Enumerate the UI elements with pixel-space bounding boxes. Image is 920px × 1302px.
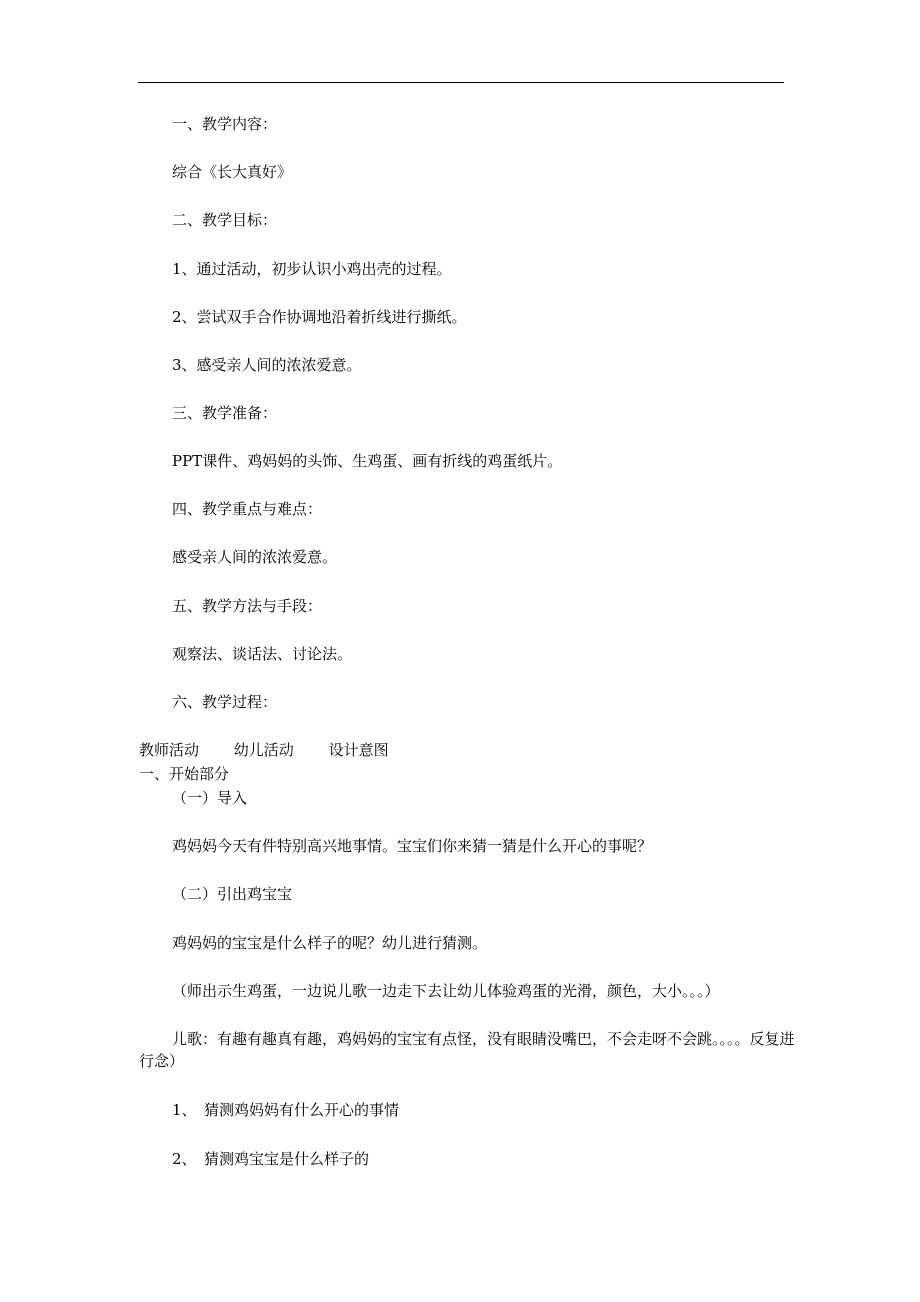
section-start-heading: 一、开始部分 (139, 765, 230, 783)
heading-teaching-content: 一、教学内容： (172, 115, 278, 133)
goal-item-3: 3、感受亲人间的浓浓爱意。 (172, 356, 362, 374)
process-item-2: 2、 猜测鸡宝宝是什么样子的 (172, 1150, 370, 1168)
process-column-headers (139, 741, 389, 759)
heading-methods: 五、教学方法与手段： (172, 597, 323, 615)
teacher-note: （师出示生鸡蛋，一边说儿歌一边走下去让幼儿体验鸡蛋的光滑，颜色，大小。。。） (172, 982, 720, 1000)
goal-item-1: 1、通过活动，初步认识小鸡出壳的过程。 (172, 260, 452, 278)
teaching-content-text: 综合《长大真好》 (172, 163, 293, 181)
intro-text: 鸡妈妈今天有件特别高兴地事情。宝宝们你来猜一猜是什么开心的事呢？ (172, 837, 653, 855)
heading-teaching-process: 六、教学过程： (172, 693, 278, 711)
subsection-intro-heading: （一）导入 (172, 789, 248, 807)
goal-item-2: 2、尝试双手合作协调地沿着折线进行撕纸。 (172, 308, 467, 326)
rhyme-paragraph: 儿歌：有趣有趣真有趣，鸡妈妈的宝宝有点怪，没有眼睛没嘴巴，不会走呀不会跳。。。。反复进行念） (139, 1030, 795, 1070)
subsection-baby-heading: （二）引出鸡宝宝 (172, 885, 293, 903)
teaching-prep-text: PPT课件、鸡妈妈的头饰、生鸡蛋、画有折线的鸡蛋纸片。 (172, 452, 563, 470)
column-header-intent: 设计意图 (328, 741, 389, 759)
heading-teaching-prep: 三、教学准备： (172, 404, 278, 422)
methods-text: 观察法、谈话法、讨论法。 (172, 645, 353, 663)
column-header-child: 幼儿活动 (233, 741, 294, 759)
column-header-teacher: 教师活动 (139, 741, 200, 759)
heading-teaching-goals: 二、教学目标： (172, 211, 278, 229)
baby-text: 鸡妈妈的宝宝是什么样子的呢？幼儿进行猜测。 (172, 934, 488, 952)
key-points-text: 感受亲人间的浓浓爱意。 (172, 548, 338, 566)
process-item-1: 1、 猜测鸡妈妈有什么开心的事情 (172, 1101, 400, 1119)
heading-key-points: 四、教学重点与难点： (172, 500, 323, 518)
header-rule (138, 82, 784, 83)
